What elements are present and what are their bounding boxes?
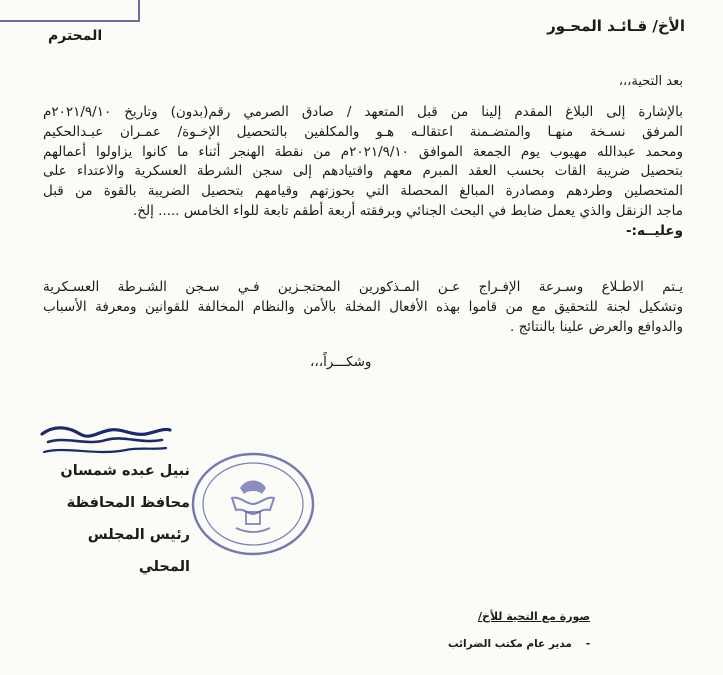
corner-frame [0, 0, 140, 22]
signatory-name: نبيل عبده شمسان [60, 463, 190, 479]
body-paragraph-1 [43, 103, 683, 242]
paragraph-line: وتشكيل لجنة للتحقيق مع من قاموا بهذه الأفعال المخلة بالأمن والنظام المخالفة للقوانين ومعرفة الأسباب [43, 298, 683, 315]
official-stamp [188, 448, 318, 560]
greeting: بعد التحية،،، [618, 74, 683, 89]
paragraph-line: ماجد الزنقل والذي يعمل ضابط في البحث الجنائي وبرفقته أربعة أطقم تابعة للواء الخامس ..... إلخ. [132, 202, 683, 219]
addressee: الأخ/ قـائـد المحـور [547, 17, 685, 35]
salutation: المحترم [48, 28, 103, 44]
closing-thanks: وشكـــراً،،، [310, 354, 372, 370]
paragraph-line: بالإشارة إلى البلاغ المقدم إلينا من قبل المتعهد / صادق الصرمي رقم(بدون) وتاريخ ٢٠٢١/٩/١٠م [43, 104, 683, 120]
copy-to-heading: صورة مع التحية للأخ/ [478, 610, 591, 623]
paragraph-line: ومحمد عبدالله مهيوب يوم الجمعة الموافق ٢٠٢١/٩/١٠م من نقطة الهنجر أثناء ما كانوا يزاولوا أعمالهم [43, 143, 684, 160]
signatory-title: رئيس المجلس المحلي [87, 527, 190, 575]
signatory-title: محافظ المحافظة [66, 495, 190, 511]
paragraph-line: المرفق نسـخة منهـا والمتضـمنة اعتقالـه هـو والمكلفين بالتحصيل الإخـوة/ عمـران عبـدالحكيم [43, 123, 683, 140]
therefore-heading: وعليــه:- [625, 222, 683, 239]
paragraph-line: يـتم الاطـلاع وسـرعة الإفـراج عـن المـذكورين المحتجـزين فـي سـجن الشـرطة العسـكرية [43, 279, 683, 295]
paragraph-line: بتحصيل ضريبة القات بحسب العقد المبرم معهم واقتيادهم إلى سجن الشرطة العسكرية والاعتداء على [43, 163, 683, 180]
paragraph-line: والدوافع والعرض علينا بالنتائج . [509, 318, 683, 335]
paragraph-line: المتحصلين وطردهم ومصادرة المبالغ المحصلة التي بحوزتهم وقيامهم بتحصيل الضريبة بالقوة من قبل [43, 183, 683, 200]
signature-block [40, 455, 190, 583]
body-paragraph-2 [43, 278, 683, 337]
copy-to-label: مدير عام مكتب الضرائب [448, 638, 572, 650]
copy-to-item [448, 638, 590, 650]
bullet-dash: - [585, 638, 591, 650]
